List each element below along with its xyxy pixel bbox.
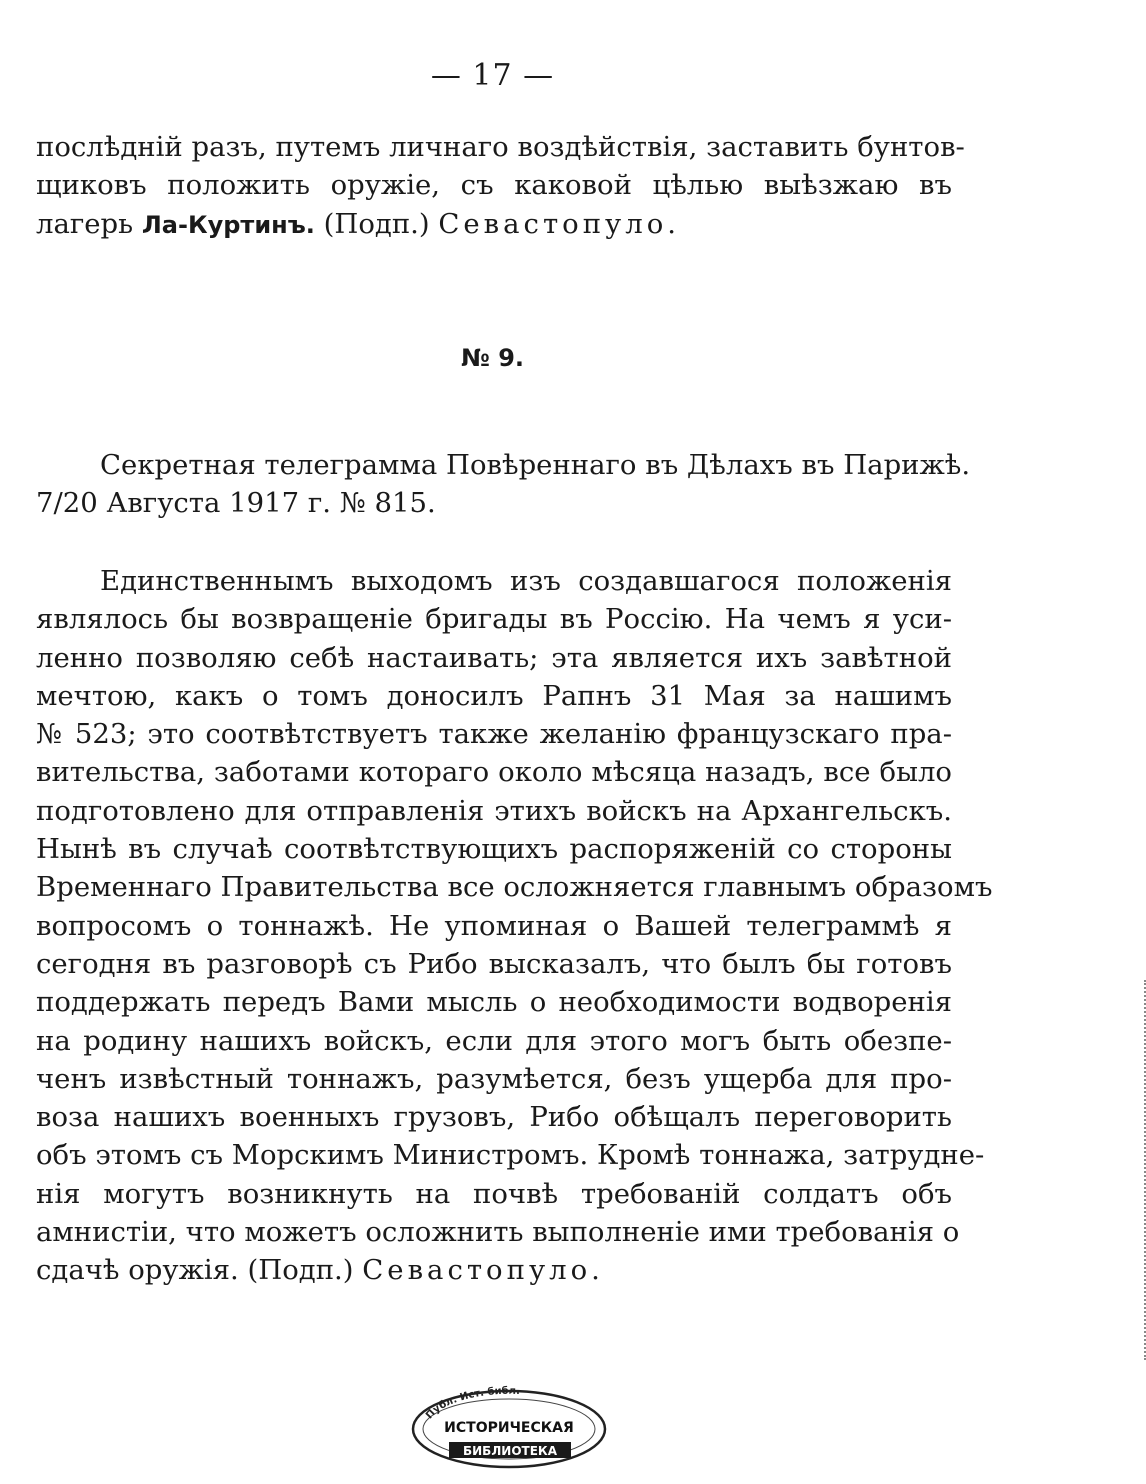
- intro-line: послѣдній разъ, путемъ личнаго воздѣйствія, заставить бунтов-: [36, 131, 965, 163]
- body-line: мечтою, какъ о томъ доносилъ Рапнъ 31 Мая за нашимъ: [36, 679, 952, 712]
- stamp-middle-text: ИСТОРИЧЕСКАЯ: [444, 1420, 574, 1436]
- body-line: объ этомъ съ Морскимъ Министромъ. Кромѣ тоннажа, затрудне-: [36, 1139, 985, 1172]
- body-line: № 523; это соотвѣтствуетъ также желанію французскаго пра-: [36, 718, 952, 751]
- body-line: Временнаго Правительства все осложняется главнымъ образомъ: [36, 871, 993, 904]
- body-line: Нынѣ въ случаѣ соотвѣтствующихъ распоряженій со стороны: [36, 833, 952, 866]
- body-line: ленно позволяю себѣ настаивать; эта является ихъ завѣтной: [36, 641, 952, 674]
- body-line: сегодня въ разговорѣ съ Рибо высказалъ, что былъ бы готовъ: [36, 947, 952, 980]
- body-line: ченъ извѣстный тоннажъ, разумѣется, безъ ущерба для про-: [36, 1062, 952, 1095]
- body-line: Единственнымъ выходомъ изъ создавшагося положенія: [100, 565, 952, 597]
- page-edge-shadow: [1138, 980, 1146, 1360]
- camp-name: Ла-Куртинъ.: [141, 210, 315, 239]
- stamp-top-text: Публ. Ист. библ.: [424, 1385, 521, 1422]
- body-line: амнистіи, что можетъ осложнить выполненіе ими требованія о: [36, 1216, 960, 1249]
- body-line: поддержать передъ Вами мысль о необходимости водворенія: [36, 986, 952, 1019]
- final-prefix: сдачѣ оружія. (Подп.): [36, 1254, 363, 1287]
- document-date: 7/20 Августа 1917 г. № 815.: [36, 487, 436, 520]
- signature: Севастопуло.: [438, 207, 681, 240]
- library-stamp-seal: [405, 1382, 613, 1472]
- body-line: являлось бы возвращеніе бригады въ Россію. На чемъ я уси-: [36, 603, 952, 636]
- document-number: № 9.: [460, 344, 525, 372]
- library-stamp: [405, 1382, 613, 1472]
- body-line: на родину нашихъ войскъ, если для этого могъ быть обезпе-: [36, 1024, 952, 1057]
- intro-last-line: [36, 205, 952, 244]
- body-line: вительства, заботами котораго около мѣсяца назадъ, все было: [36, 756, 952, 789]
- body-line: вопросомъ о тоннажѣ. Не упоминая о Вашей телеграммѣ я: [36, 909, 952, 942]
- body-line: воза нашихъ военныхъ грузовъ, Рибо обѣщалъ переговорить: [36, 1101, 952, 1134]
- body-line: нія могутъ возникнуть на почвѣ требованій солдатъ объ: [36, 1177, 952, 1210]
- body-final-line: [36, 1251, 952, 1289]
- stamp-bottom-text: БИБЛИОТЕКА: [462, 1444, 558, 1458]
- signature-prefix: (Подп.): [314, 207, 439, 240]
- page-number: — 17 —: [430, 58, 555, 93]
- document-header: [36, 446, 971, 523]
- intro-paragraph: [36, 128, 965, 244]
- intro-line: щиковъ положить оружіе, съ каковой цѣлью выѣзжаю въ: [36, 169, 952, 202]
- body-line: подготовлено для отправленія этихъ войскъ на Архангельскъ.: [36, 794, 952, 827]
- intro-last-prefix: лагерь: [36, 207, 142, 240]
- svg-text:Публ. Ист. библ.: [424, 1385, 520, 1422]
- final-signature: Севастопуло.: [362, 1254, 604, 1287]
- document-title: Секретная телеграмма Повѣреннаго въ Дѣлахъ въ Парижѣ.: [100, 449, 971, 481]
- telegram-body: [36, 562, 993, 1290]
